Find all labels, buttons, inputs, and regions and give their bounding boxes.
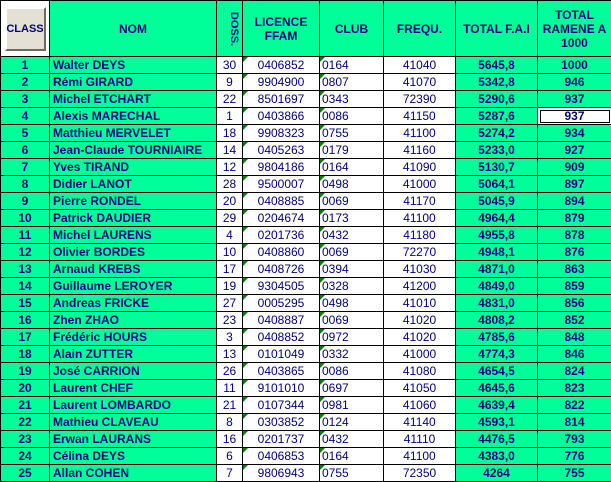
doss-cell[interactable]: 29: [217, 210, 243, 227]
table-row: [1, 244, 611, 261]
licence-cell[interactable]: 9908323: [243, 125, 320, 142]
total-ramene-cell[interactable]: 897: [538, 176, 611, 193]
class-cell[interactable]: 7: [1, 159, 50, 176]
doss-cell[interactable]: 12: [217, 159, 243, 176]
licence-cell[interactable]: 9304505: [243, 278, 320, 295]
table-row: [1, 312, 611, 329]
frequ-cell[interactable]: 41080: [384, 363, 456, 380]
frequ-cell[interactable]: 41000: [384, 176, 456, 193]
licence-cell[interactable]: 8501697: [243, 91, 320, 108]
table-row: [1, 261, 611, 278]
total-ramene-cell[interactable]: 852: [538, 312, 611, 329]
total-fai-cell[interactable]: 4774,3: [456, 346, 538, 363]
licence-cell[interactable]: 0101049: [243, 346, 320, 363]
nom-cell[interactable]: Jean-Claude TOURNIAIRE: [50, 142, 217, 159]
doss-cell[interactable]: 22: [217, 91, 243, 108]
doss-cell[interactable]: 20: [217, 193, 243, 210]
licence-cell[interactable]: 0408887: [243, 312, 320, 329]
total-ramene-cell[interactable]: 814: [538, 414, 611, 431]
total-fai-cell[interactable]: 5342,8: [456, 74, 538, 91]
frequ-cell[interactable]: 41060: [384, 397, 456, 414]
table-row: [1, 295, 611, 312]
licence-cell[interactable]: 0406853: [243, 448, 320, 465]
class-header: [1, 1, 50, 57]
club-cell[interactable]: 0164: [320, 159, 384, 176]
total-fai-cell[interactable]: 5064,1: [456, 176, 538, 193]
total-ramene-cell[interactable]: 946: [538, 74, 611, 91]
nom-header[interactable]: NOM: [50, 1, 217, 57]
licence-cell[interactable]: 0406852: [243, 57, 320, 74]
class-cell[interactable]: 1: [1, 57, 50, 74]
frequ-cell[interactable]: 41150: [384, 108, 456, 125]
doss-cell[interactable]: 1: [217, 108, 243, 125]
results-body: [1, 57, 611, 482]
doss-cell[interactable]: 27: [217, 295, 243, 312]
total-ramene-cell[interactable]: 863: [538, 261, 611, 278]
class-cell[interactable]: 25: [1, 465, 50, 482]
doss-cell[interactable]: 18: [217, 125, 243, 142]
frequ-cell[interactable]: 41070: [384, 74, 456, 91]
table-row: [1, 227, 611, 244]
licence-cell[interactable]: 9500007: [243, 176, 320, 193]
nom-cell[interactable]: José CARRION: [50, 363, 217, 380]
doss-cell[interactable]: 10: [217, 244, 243, 261]
doss-cell[interactable]: 30: [217, 57, 243, 74]
club-cell[interactable]: 0328: [320, 278, 384, 295]
table-row: [1, 159, 611, 176]
table-row: [1, 142, 611, 159]
club-cell[interactable]: 0755: [320, 125, 384, 142]
frequ-cell[interactable]: 41100: [384, 448, 456, 465]
club-cell[interactable]: 0394: [320, 261, 384, 278]
doss-cell[interactable]: 17: [217, 261, 243, 278]
doss-cell[interactable]: 16: [217, 431, 243, 448]
total-fai-cell[interactable]: 5130,7: [456, 159, 538, 176]
class-cell[interactable]: 22: [1, 414, 50, 431]
frequ-cell[interactable]: 41000: [384, 346, 456, 363]
total-ramene-cell[interactable]: 937: [538, 91, 611, 108]
nom-cell[interactable]: Alain ZUTTER: [50, 346, 217, 363]
total-ramene-cell[interactable]: 934: [538, 125, 611, 142]
nom-cell[interactable]: Yves TIRAND: [50, 159, 217, 176]
table-row: [1, 91, 611, 108]
club-cell[interactable]: 0086: [320, 108, 384, 125]
nom-cell[interactable]: Arnaud KREBS: [50, 261, 217, 278]
total-fai-cell[interactable]: 4808,2: [456, 312, 538, 329]
frequ-cell[interactable]: 72270: [384, 244, 456, 261]
table-row: [1, 176, 611, 193]
licence-cell[interactable]: 0107344: [243, 397, 320, 414]
total-ramene-header[interactable]: TOTAL RAMENE A 1000: [538, 1, 611, 57]
nom-cell[interactable]: Alexis MARECHAL: [50, 108, 217, 125]
total-fai-cell[interactable]: 4645,6: [456, 380, 538, 397]
class-cell[interactable]: 19: [1, 363, 50, 380]
frequ-cell[interactable]: 41200: [384, 278, 456, 295]
class-cell[interactable]: 2: [1, 74, 50, 91]
doss-cell[interactable]: 28: [217, 176, 243, 193]
nom-cell[interactable]: Allan COHEN: [50, 465, 217, 482]
total-ramene-cell[interactable]: 878: [538, 227, 611, 244]
nom-cell[interactable]: Didier LANOT: [50, 176, 217, 193]
total-fai-cell[interactable]: 5287,6: [456, 108, 538, 125]
club-cell[interactable]: 0432: [320, 431, 384, 448]
class-cell[interactable]: 6: [1, 142, 50, 159]
table-row: [1, 193, 611, 210]
club-cell[interactable]: 0069: [320, 244, 384, 261]
total-fai-cell[interactable]: 4871,0: [456, 261, 538, 278]
total-ramene-cell[interactable]: 823: [538, 380, 611, 397]
table-row: [1, 346, 611, 363]
table-row: [1, 125, 611, 142]
total-ramene-cell[interactable]: 824: [538, 363, 611, 380]
nom-cell[interactable]: Laurent CHEF: [50, 380, 217, 397]
frequ-cell[interactable]: 41180: [384, 227, 456, 244]
total-fai-cell[interactable]: 5045,9: [456, 193, 538, 210]
club-cell[interactable]: 0981: [320, 397, 384, 414]
nom-cell[interactable]: Andreas FRICKE: [50, 295, 217, 312]
nom-cell[interactable]: Michel ETCHART: [50, 91, 217, 108]
club-cell[interactable]: 0332: [320, 346, 384, 363]
frequ-cell[interactable]: 41140: [384, 414, 456, 431]
licence-cell[interactable]: 9804186: [243, 159, 320, 176]
class-cell[interactable]: 12: [1, 244, 50, 261]
nom-cell[interactable]: Rémi GIRARD: [50, 74, 217, 91]
table-row: [1, 278, 611, 295]
doss-cell[interactable]: 21: [217, 397, 243, 414]
table-row: [1, 397, 611, 414]
nom-cell[interactable]: Célina DEYS: [50, 448, 217, 465]
class-cell[interactable]: 23: [1, 431, 50, 448]
table-row: [1, 448, 611, 465]
total-fai-cell[interactable]: 4383,0: [456, 448, 538, 465]
class-cell[interactable]: 18: [1, 346, 50, 363]
licence-cell[interactable]: 0201736: [243, 227, 320, 244]
licence-cell[interactable]: 0408860: [243, 244, 320, 261]
nom-cell[interactable]: Matthieu MERVELET: [50, 125, 217, 142]
total-fai-cell[interactable]: 4955,8: [456, 227, 538, 244]
total-ramene-cell[interactable]: 859: [538, 278, 611, 295]
total-fai-cell[interactable]: 5274,2: [456, 125, 538, 142]
doss-cell[interactable]: 4: [217, 227, 243, 244]
total-fai-cell[interactable]: 5233,0: [456, 142, 538, 159]
total-fai-cell[interactable]: 4831,0: [456, 295, 538, 312]
class-cell[interactable]: 16: [1, 312, 50, 329]
total-ramene-cell[interactable]: 846: [538, 346, 611, 363]
nom-cell[interactable]: Zhen ZHAO: [50, 312, 217, 329]
club-header[interactable]: CLUB: [320, 1, 384, 57]
doss-cell[interactable]: 8: [217, 414, 243, 431]
doss-cell[interactable]: 23: [217, 312, 243, 329]
club-cell[interactable]: 0124: [320, 414, 384, 431]
frequ-cell[interactable]: 41160: [384, 142, 456, 159]
total-fai-cell[interactable]: 4264: [456, 465, 538, 482]
club-cell[interactable]: 0755: [320, 465, 384, 482]
total-ramene-cell[interactable]: 937: [538, 108, 611, 125]
class-cell[interactable]: 8: [1, 176, 50, 193]
total-fai-cell[interactable]: 5290,6: [456, 91, 538, 108]
frequ-cell[interactable]: 41170: [384, 193, 456, 210]
frequ-header[interactable]: FREQU.: [384, 1, 456, 57]
frequ-cell[interactable]: 41100: [384, 125, 456, 142]
frequ-cell[interactable]: 41020: [384, 312, 456, 329]
licence-cell[interactable]: 0403866: [243, 108, 320, 125]
total-fai-cell[interactable]: 4785,6: [456, 329, 538, 346]
frequ-cell[interactable]: 41100: [384, 210, 456, 227]
licence-cell[interactable]: 0005295: [243, 295, 320, 312]
doss-cell[interactable]: 19: [217, 278, 243, 295]
class-cell[interactable]: 24: [1, 448, 50, 465]
licence-cell[interactable]: 9904900: [243, 74, 320, 91]
doss-cell[interactable]: 14: [217, 142, 243, 159]
doss-header[interactable]: [217, 1, 243, 57]
class-cell[interactable]: 13: [1, 261, 50, 278]
class-cell[interactable]: 15: [1, 295, 50, 312]
total-fai-cell[interactable]: 4476,5: [456, 431, 538, 448]
doss-cell[interactable]: 13: [217, 346, 243, 363]
class-cell[interactable]: 17: [1, 329, 50, 346]
total-fai-cell[interactable]: 4593,1: [456, 414, 538, 431]
club-cell[interactable]: 0069: [320, 193, 384, 210]
licence-cell[interactable]: 0204674: [243, 210, 320, 227]
total-fai-cell[interactable]: 5645,8: [456, 57, 538, 74]
total-ramene-cell[interactable]: 927: [538, 142, 611, 159]
table-row: [1, 363, 611, 380]
licence-cell[interactable]: 0408726: [243, 261, 320, 278]
total-ramene-cell[interactable]: 848: [538, 329, 611, 346]
total-ramene-cell[interactable]: 1000: [538, 57, 611, 74]
nom-cell[interactable]: Olivier BORDES: [50, 244, 217, 261]
class-cell[interactable]: 9: [1, 193, 50, 210]
total-ramene-cell[interactable]: 822: [538, 397, 611, 414]
licence-cell[interactable]: 0408852: [243, 329, 320, 346]
doss-header-label: DOSS.: [227, 12, 241, 46]
doss-cell[interactable]: 11: [217, 380, 243, 397]
nom-cell[interactable]: Laurent LOMBARDO: [50, 397, 217, 414]
club-cell[interactable]: 0972: [320, 329, 384, 346]
total-ramene-cell[interactable]: 876: [538, 244, 611, 261]
total-fai-cell[interactable]: 4639,4: [456, 397, 538, 414]
club-cell[interactable]: 0807: [320, 74, 384, 91]
club-cell[interactable]: 0069: [320, 312, 384, 329]
total-ramene-cell[interactable]: 776: [538, 448, 611, 465]
total-ramene-cell[interactable]: 755: [538, 465, 611, 482]
licence-cell[interactable]: 0405263: [243, 142, 320, 159]
licence-cell[interactable]: 0403865: [243, 363, 320, 380]
total-ramene-cell[interactable]: 856: [538, 295, 611, 312]
nom-cell[interactable]: Mathieu CLAVEAU: [50, 414, 217, 431]
class-sort-button[interactable]: CLASS: [5, 7, 46, 51]
header-row: [1, 1, 611, 57]
class-cell[interactable]: 5: [1, 125, 50, 142]
frequ-cell[interactable]: 41010: [384, 295, 456, 312]
doss-cell[interactable]: 3: [217, 329, 243, 346]
total-fai-cell[interactable]: 4948,1: [456, 244, 538, 261]
total-ramene-cell[interactable]: 894: [538, 193, 611, 210]
doss-cell[interactable]: 6: [217, 448, 243, 465]
nom-cell[interactable]: Frédéric HOURS: [50, 329, 217, 346]
frequ-cell[interactable]: 41050: [384, 380, 456, 397]
total-fai-header[interactable]: TOTAL F.A.I: [456, 1, 538, 57]
club-cell[interactable]: 0173: [320, 210, 384, 227]
club-cell[interactable]: 0432: [320, 227, 384, 244]
frequ-cell[interactable]: 41040: [384, 57, 456, 74]
table-row: [1, 329, 611, 346]
nom-cell[interactable]: Erwan LAURANS: [50, 431, 217, 448]
class-cell[interactable]: 10: [1, 210, 50, 227]
licence-header[interactable]: LICENCE FFAM: [243, 1, 320, 57]
doss-cell[interactable]: 9: [217, 74, 243, 91]
table-row: [1, 431, 611, 448]
doss-cell[interactable]: 7: [217, 465, 243, 482]
class-cell[interactable]: 3: [1, 91, 50, 108]
nom-cell[interactable]: Pierre RONDEL: [50, 193, 217, 210]
total-ramene-cell[interactable]: 909: [538, 159, 611, 176]
club-cell[interactable]: 0343: [320, 91, 384, 108]
table-row: [1, 210, 611, 227]
doss-cell[interactable]: 26: [217, 363, 243, 380]
frequ-cell[interactable]: 41090: [384, 159, 456, 176]
nom-cell[interactable]: Patrick DAUDIER: [50, 210, 217, 227]
club-cell[interactable]: 0697: [320, 380, 384, 397]
licence-cell[interactable]: 0408885: [243, 193, 320, 210]
club-cell[interactable]: 0086: [320, 363, 384, 380]
frequ-cell[interactable]: 72350: [384, 465, 456, 482]
club-cell[interactable]: 0179: [320, 142, 384, 159]
licence-cell[interactable]: 0201737: [243, 431, 320, 448]
club-cell[interactable]: 0498: [320, 295, 384, 312]
total-ramene-cell[interactable]: 793: [538, 431, 611, 448]
frequ-cell[interactable]: 41030: [384, 261, 456, 278]
class-cell[interactable]: 14: [1, 278, 50, 295]
licence-cell[interactable]: 0303852: [243, 414, 320, 431]
class-cell[interactable]: 4: [1, 108, 50, 125]
total-fai-cell[interactable]: 4654,5: [456, 363, 538, 380]
licence-cell[interactable]: 9806943: [243, 465, 320, 482]
licence-cell[interactable]: 9101010: [243, 380, 320, 397]
frequ-cell[interactable]: 41020: [384, 329, 456, 346]
table-row: [1, 108, 611, 125]
frequ-cell[interactable]: 72390: [384, 91, 456, 108]
table-row: [1, 57, 611, 74]
nom-cell[interactable]: Walter DEYS: [50, 57, 217, 74]
total-fai-cell[interactable]: 4849,0: [456, 278, 538, 295]
nom-cell[interactable]: Guillaume LEROYER: [50, 278, 217, 295]
table-row: [1, 380, 611, 397]
nom-cell[interactable]: Michel LAURENS: [50, 227, 217, 244]
total-fai-cell[interactable]: 4964,4: [456, 210, 538, 227]
club-cell[interactable]: 0498: [320, 176, 384, 193]
club-cell[interactable]: 0164: [320, 57, 384, 74]
total-ramene-cell[interactable]: 879: [538, 210, 611, 227]
class-cell[interactable]: 11: [1, 227, 50, 244]
frequ-cell[interactable]: 41110: [384, 431, 456, 448]
class-cell[interactable]: 21: [1, 397, 50, 414]
table-row: [1, 74, 611, 91]
club-cell[interactable]: 0164: [320, 448, 384, 465]
table-row: [1, 414, 611, 431]
class-cell[interactable]: 20: [1, 380, 50, 397]
